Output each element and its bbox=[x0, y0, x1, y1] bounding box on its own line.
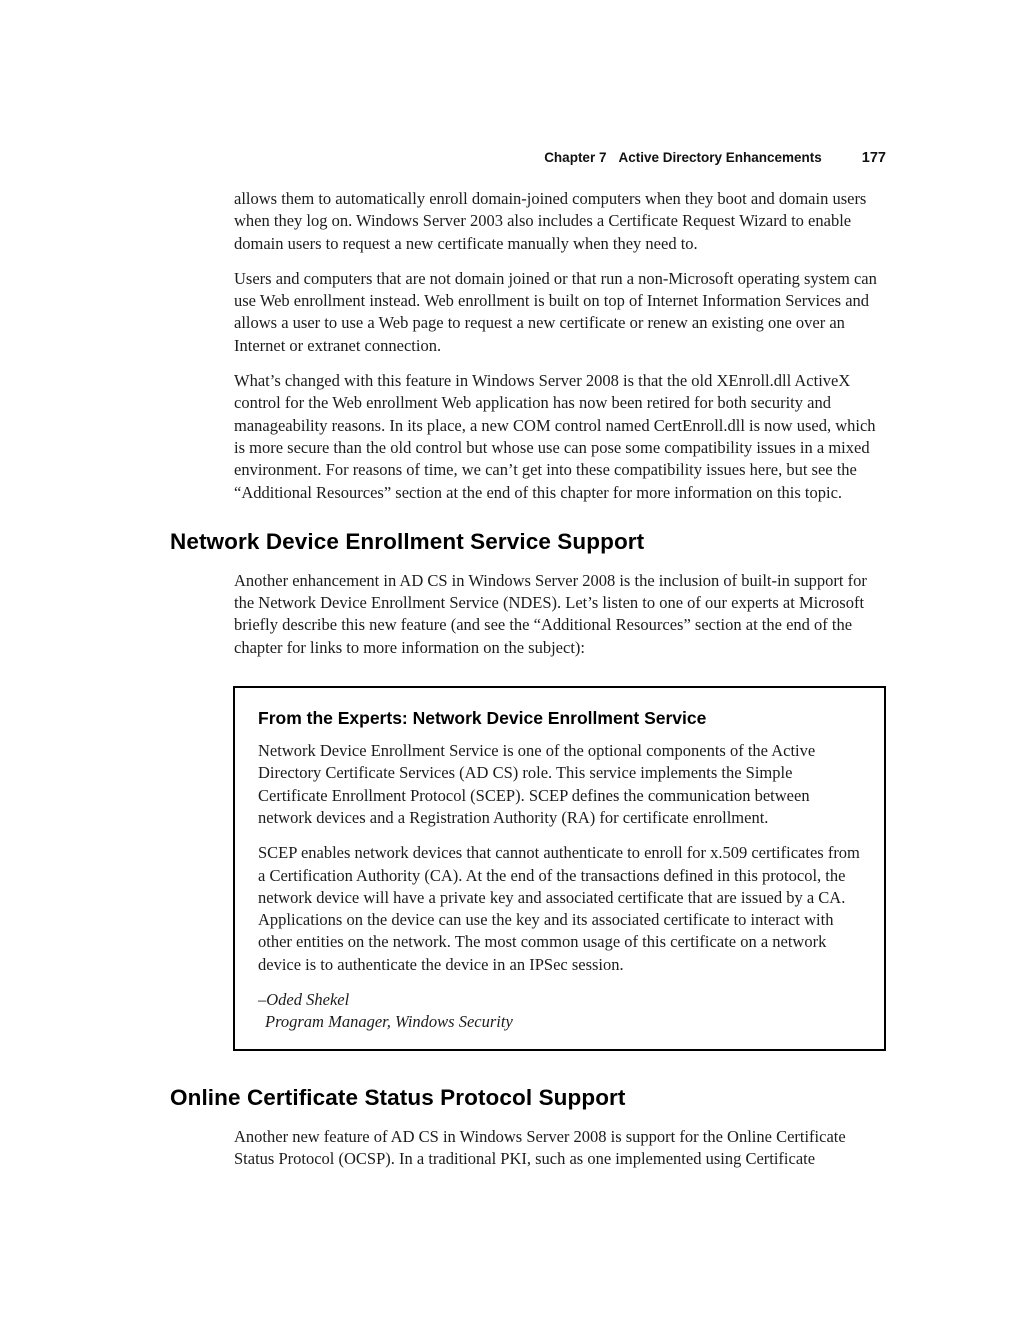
expert-box-title: From the Experts: Network Device Enrollment Service bbox=[258, 708, 707, 729]
paragraph: Another enhancement in AD CS in Windows Server 2008 is the inclusion of built-in support for the Network Device Enrollment Service (NDES). Let’s listen to one of our experts at Microsoft briefly describe this new feature (and see the “Additional Resources” section at the end of the chapter for links to more information on the subject): bbox=[234, 570, 867, 657]
paragraph: What’s changed with this feature in Windows Server 2008 is that the old XEnroll.dll ActiveX control for the Web enrollment Web application has now been retired for both security and manageability reasons. In its place, a new COM control named CertEnroll.dll is now used, which is more secure than the old control but whose use can pose some compatibility issues in a mixed environment. For reasons of time, we can’t get into these compatibility issues here, but see the “Additional Resources” section at the end of this chapter for more information on this topic. bbox=[234, 371, 876, 502]
section-heading-ndes: Network Device Enrollment Service Support bbox=[170, 528, 645, 554]
paragraph: Network Device Enrollment Service is one of the optional components of the Active Directory Certificate Services (AD CS) role. This service implements the Simple Certificate Enrollment Protocol (SCEP). SCEP defines the communication between network devices and a Registration Authority (RA) for certificate enrollment. bbox=[258, 741, 816, 827]
page-header bbox=[170, 150, 886, 166]
attribution-name: –Oded Shekel bbox=[258, 990, 350, 1010]
page-number: 177 bbox=[861, 150, 886, 166]
section-heading-ocsp: Online Certificate Status Protocol Support bbox=[170, 1084, 626, 1110]
ocsp-section bbox=[234, 1126, 886, 1171]
chapter-label: Chapter 7 bbox=[544, 150, 607, 165]
from-the-experts-box bbox=[233, 686, 886, 1051]
paragraph: allows them to automatically enroll domain-joined computers when they boot and domain users when they log on. Windows Server 2003 also includes a Certificate Request Wizard to enable domain users to request a new certificate manually when they need to. bbox=[234, 189, 867, 253]
paragraph: Another new feature of AD CS in Windows Server 2008 is support for the Online Certificate Status Protocol (OCSP). In a traditional PKI, such as one implemented using Certificate bbox=[234, 1126, 846, 1168]
chapter-title: Active Directory Enhancements bbox=[618, 150, 822, 165]
intro-section bbox=[234, 188, 886, 504]
paragraph: Users and computers that are not domain joined or that run a non-Microsoft operating system can use Web enrollment instead. Web enrollment is built on top of Internet Information Services and allows a user to use a Web page to request a new certificate or renew an existing one over an Internet or extranet connection. bbox=[234, 268, 877, 355]
paragraph: SCEP enables network devices that cannot authenticate to enroll for x.509 certificates from a Certification Authority (CA). At the end of the transactions defined in this protocol, the network device will have a private key and associated certificate that are issued by a CA. Applications on the device can use the key and its associated certificate to interact with other entities on the network. The most common usage of this certificate on a network device is to authenticate the device in an IPSec session. bbox=[258, 843, 860, 974]
ndes-section bbox=[234, 570, 886, 659]
attribution-title: Program Manager, Windows Security bbox=[265, 1012, 513, 1032]
page-body bbox=[170, 188, 886, 1170]
